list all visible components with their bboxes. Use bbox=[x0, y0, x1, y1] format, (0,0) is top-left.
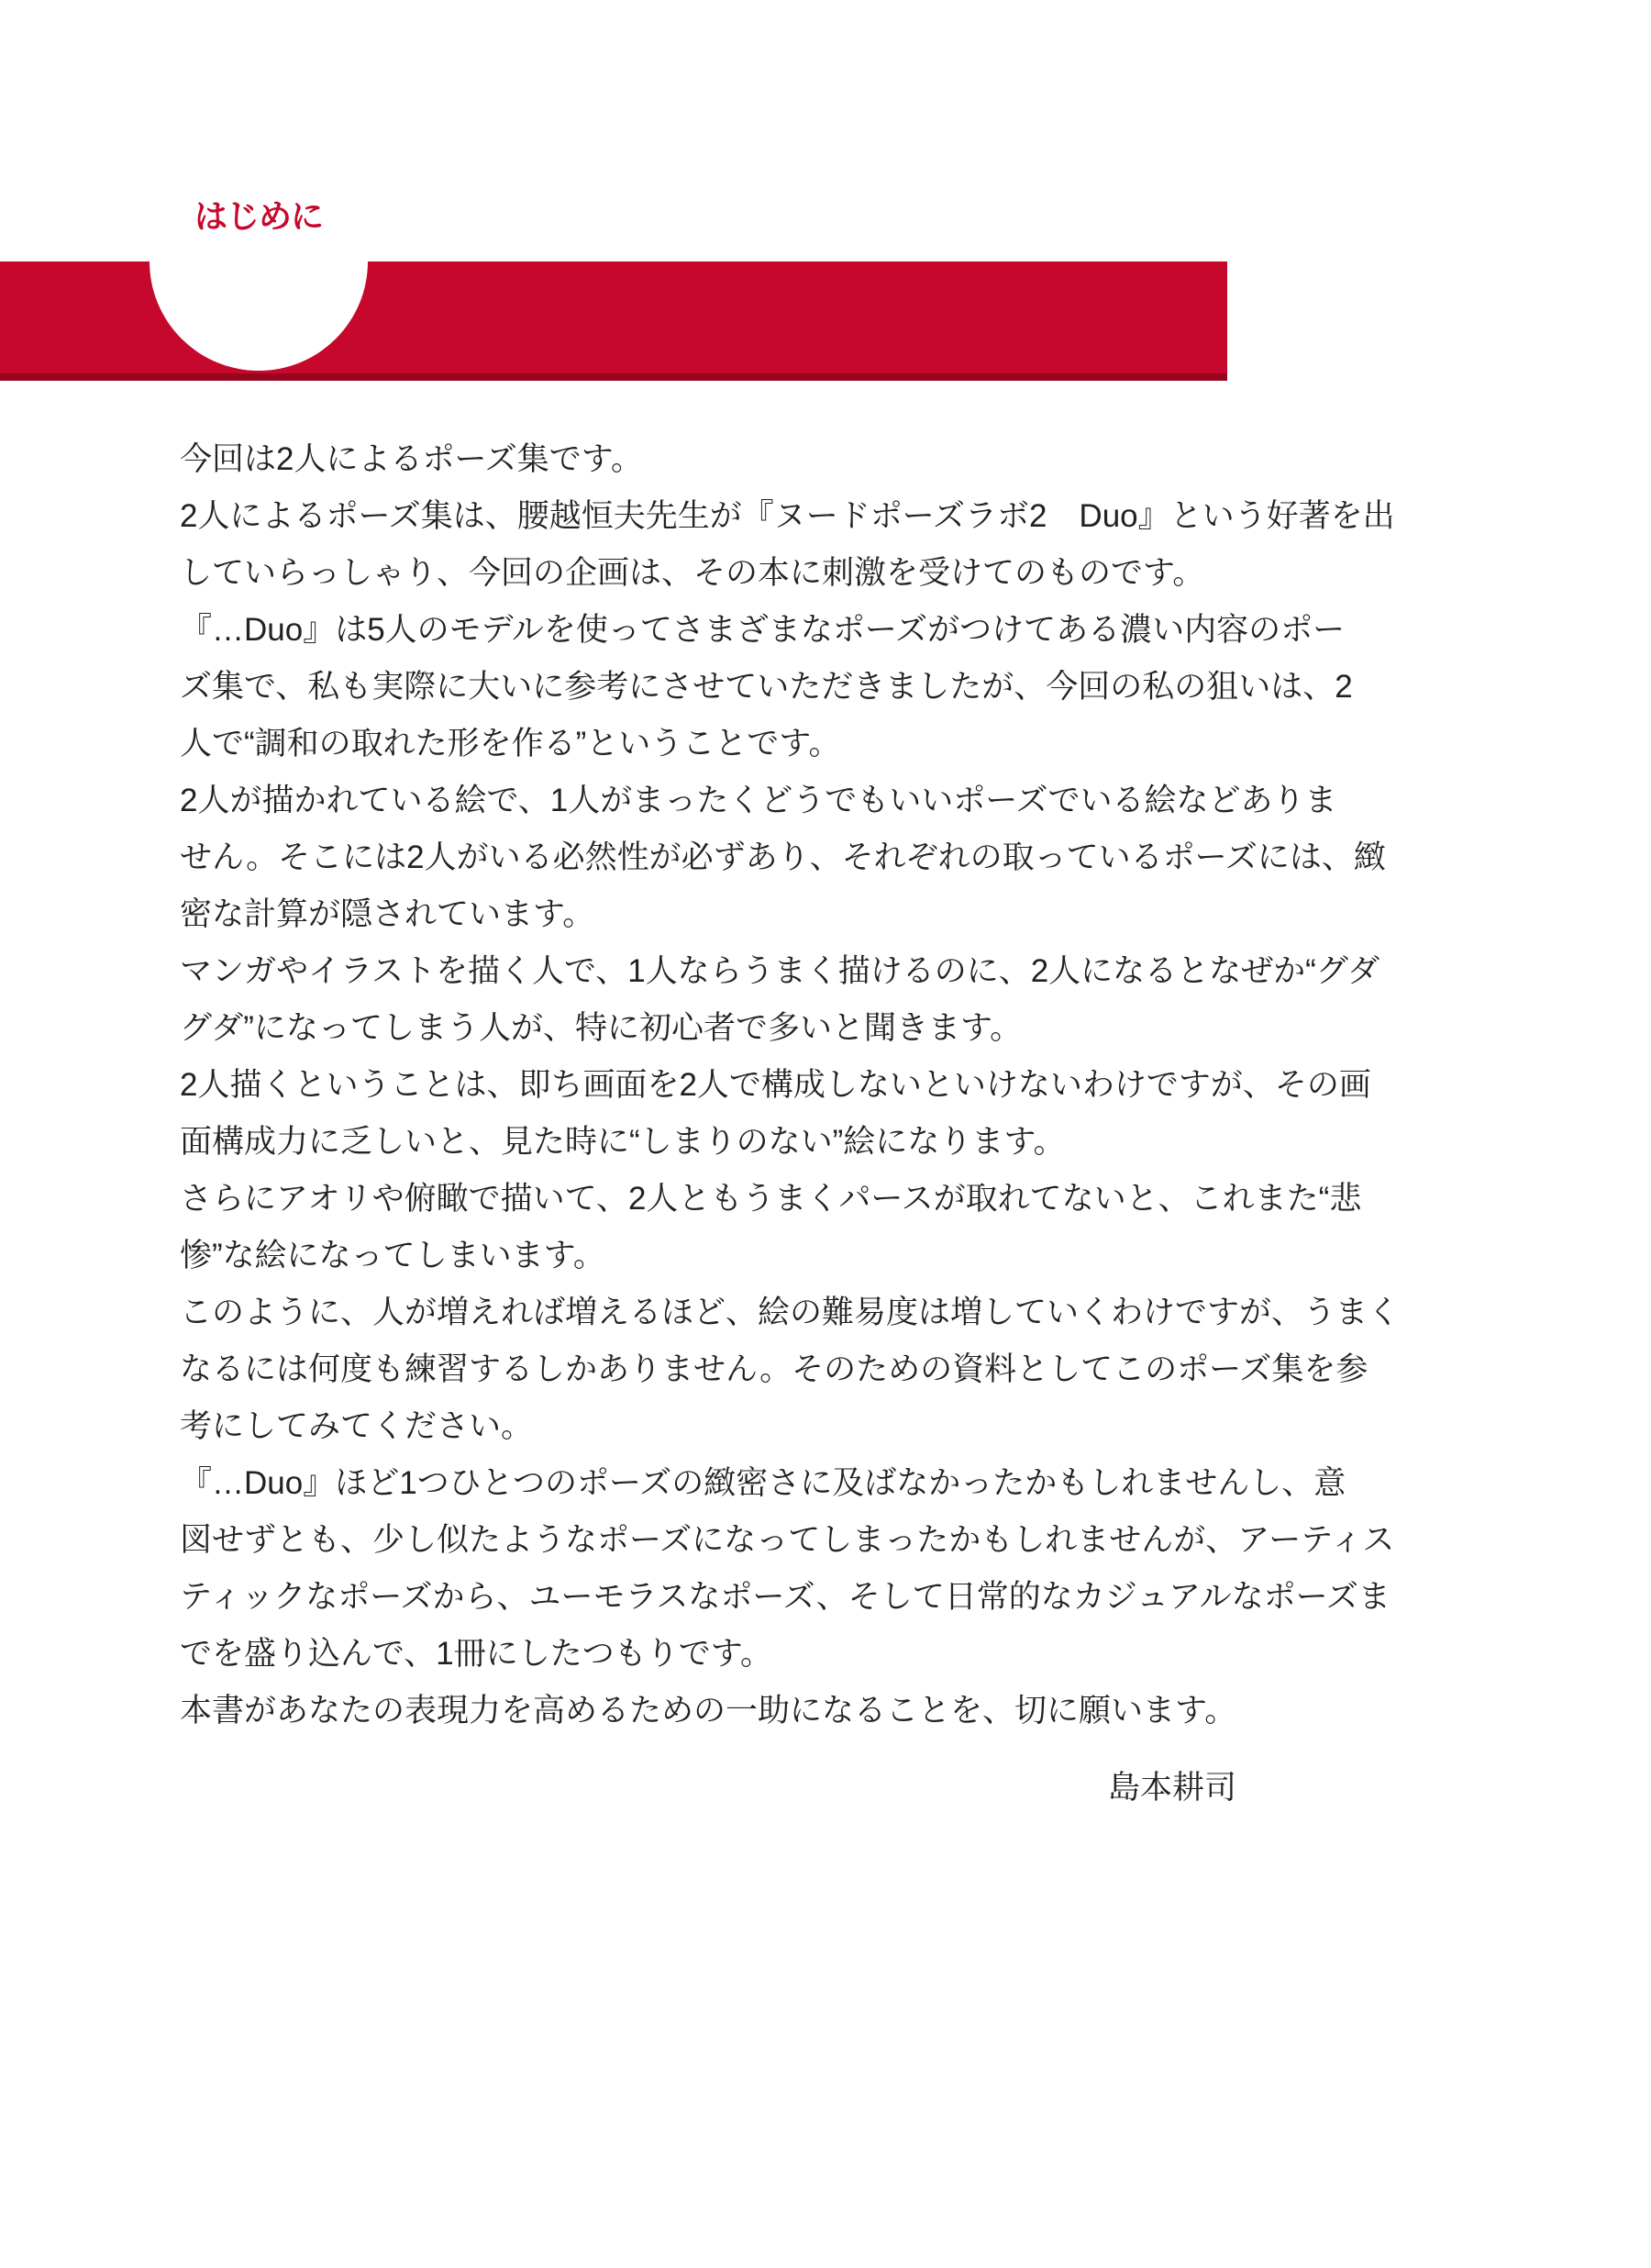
text-line: していらっしゃり、今回の企画は、その本に刺激を受けてのものです。 bbox=[180, 555, 1205, 591]
text-line: 本書があなたの表現力を高めるための一助になることを、切に願います。 bbox=[180, 1693, 1237, 1729]
text-line: 2人描くということは、即ち画面を2人で構成しないといけないわけですが、その画 bbox=[180, 1067, 1371, 1103]
text-line: ズ集で、私も実際に大いに参考にさせていただきましたが、今回の私の狙いは、2 bbox=[180, 669, 1353, 705]
text-line: このように、人が増えれば増えるほど、絵の難易度は増していくわけですが、うまく bbox=[180, 1295, 1401, 1330]
section-heading: はじめに bbox=[194, 197, 323, 235]
text-line: 面構成力に乏しいと、見た時に“しまりのない”絵になります。 bbox=[180, 1124, 1066, 1160]
banner-circle-notch bbox=[150, 152, 368, 371]
text-line: グダ”になってしまう人が、特に初心者で多いと聞きます。 bbox=[180, 1010, 1023, 1046]
text-line: 図せずとも、少し似たようなポーズになってしまったかもしれませんが、アーティス bbox=[180, 1522, 1395, 1558]
text-line: 『…Duo』ほど1つひとつのポーズの緻密さに及ばなかったかもしれませんし、意 bbox=[180, 1465, 1346, 1501]
text-line: 惨”な絵になってしまいます。 bbox=[180, 1238, 605, 1273]
text-line: 『…Duo』は5人のモデルを使ってさまざまなポーズがつけてある濃い内容のポー bbox=[180, 612, 1346, 648]
text-line: ティックなポーズから、ユーモラスなポーズ、そして日常的なカジュアルなポーズま bbox=[180, 1579, 1391, 1615]
text-line: 今回は2人によるポーズ集です。 bbox=[180, 441, 643, 477]
author-signature: 島本耕司 bbox=[1107, 1770, 1236, 1806]
text-line: でを盛り込んで、1冊にしたつもりです。 bbox=[180, 1636, 772, 1672]
text-line: 2人によるポーズ集は、腰越恒夫先生が『ヌードポーズラボ2 Duo』という好著を出 bbox=[180, 498, 1395, 534]
text-line: 2人が描かれている絵で、1人がまったくどうでもいいポーズでいる絵などありま bbox=[180, 783, 1337, 818]
text-line: せん。そこには2人がいる必然性が必ずあり、それぞれの取っているポーズには、緻 bbox=[180, 839, 1386, 875]
text-line: マンガやイラストを描く人で、1人ならうまく描けるのに、2人になるとなぜか“グダ bbox=[180, 953, 1380, 989]
preface-lines bbox=[180, 431, 1401, 1740]
text-line: 考にしてみてください。 bbox=[180, 1408, 534, 1444]
preface-text bbox=[180, 431, 1401, 1817]
text-line: 人で“調和の取れた形を作る”ということです。 bbox=[180, 726, 841, 762]
text-line: さらにアオリや俯瞰で描いて、2人ともうまくパースが取れてないと、これまた“悲 bbox=[180, 1181, 1362, 1217]
text-line: 密な計算が隠されています。 bbox=[180, 896, 595, 932]
text-line: なるには何度も練習するしかありません。そのための資料としてこのポーズ集を参 bbox=[180, 1351, 1368, 1387]
